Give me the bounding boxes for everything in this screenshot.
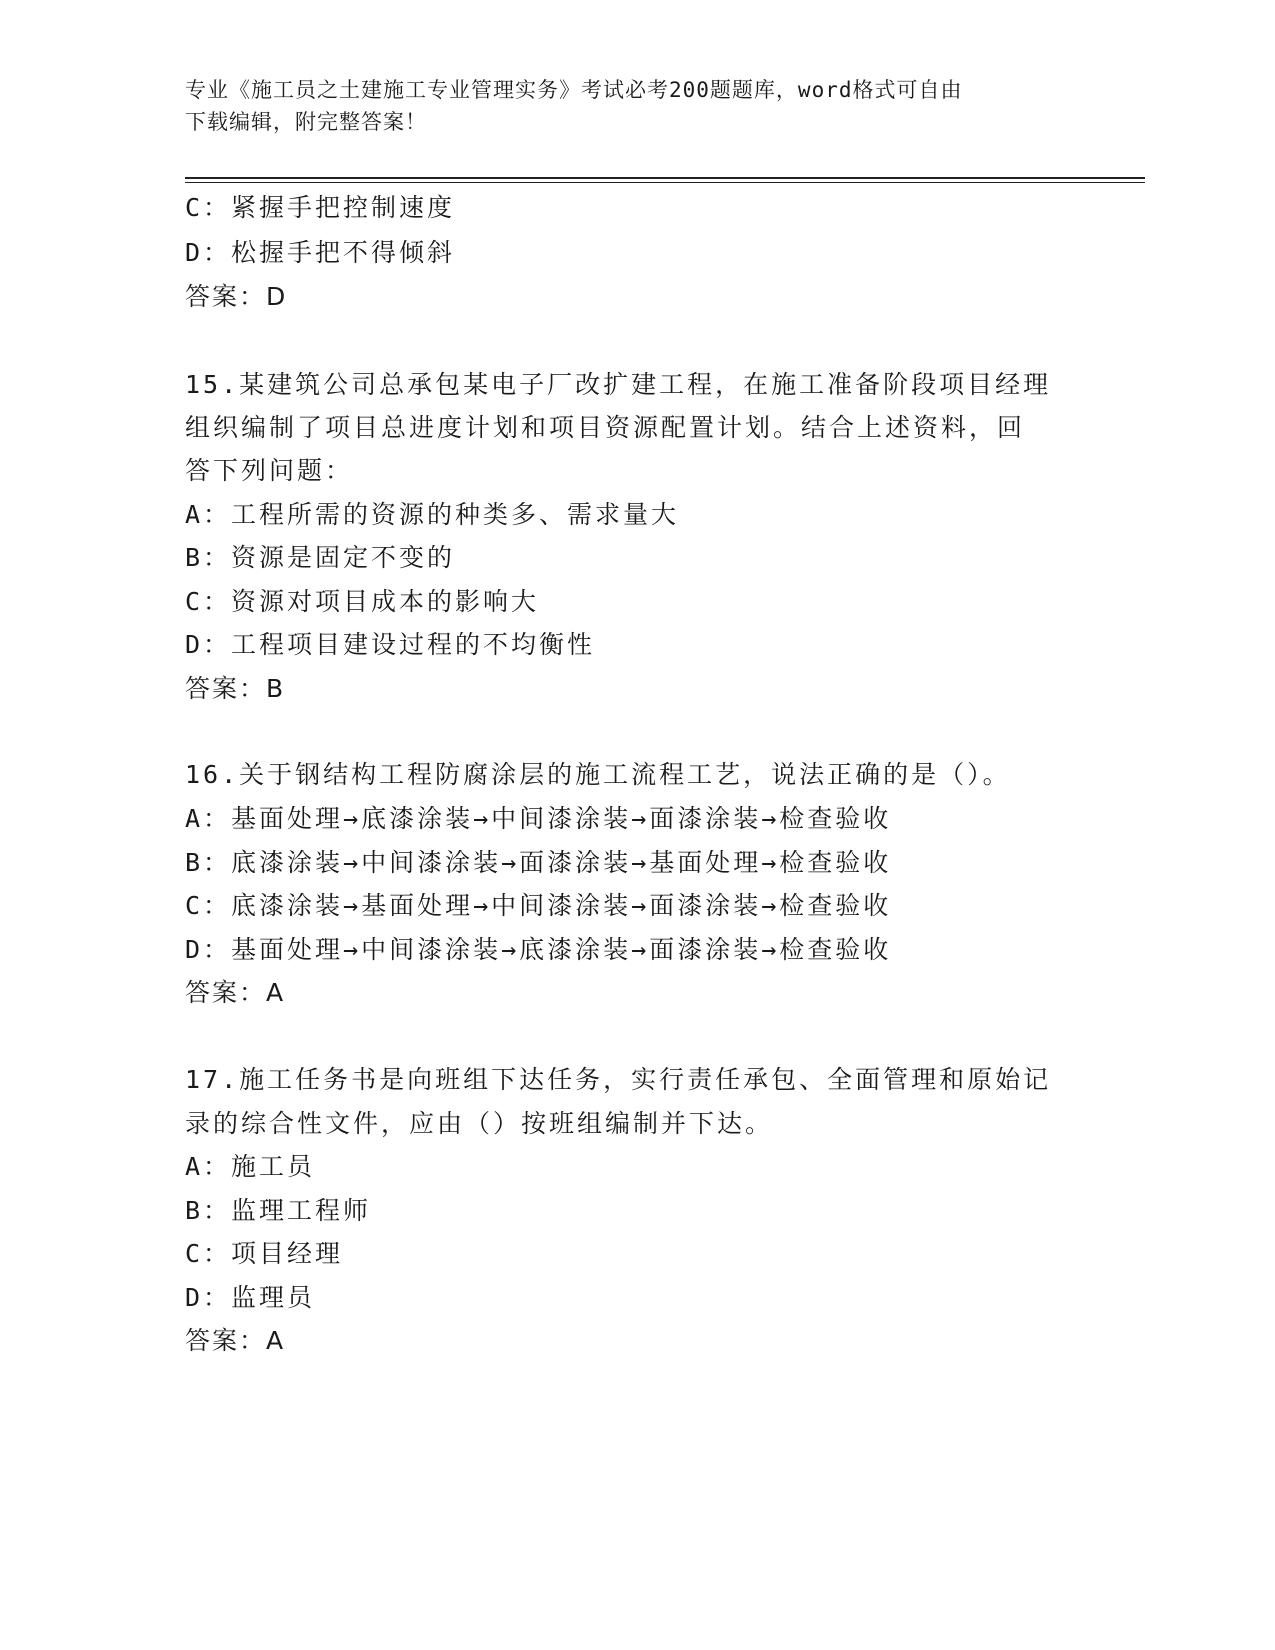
- question-16-answer: 答案：A: [185, 978, 286, 1007]
- header-divider-thin: [185, 182, 1145, 183]
- question-17-answer: 答案：A: [185, 1326, 286, 1355]
- question-15-option-b: B：资源是固定不变的: [185, 543, 456, 572]
- question-15-stem-line-2: 组织编制了项目总进度计划和项目资源配置计划。结合上述资料，回: [185, 413, 1026, 442]
- question-17-option-b: B：监理工程师: [185, 1196, 372, 1225]
- question-15-stem-line-1: 15.某建筑公司总承包某电子厂改扩建工程，在施工准备阶段项目经理: [185, 370, 1052, 399]
- header-line-1: 专业《施工员之土建施工专业管理实务》考试必考200题题库，word格式可自由: [185, 78, 963, 102]
- header-line-2: 下载编辑，附完整答案！: [185, 110, 427, 134]
- question-17-stem-line-1: 17.施工任务书是向班组下达任务，实行责任承包、全面管理和原始记: [185, 1065, 1052, 1094]
- question-16-option-c: C：底漆涂装→基面处理→中间漆涂装→面漆涂装→检查验收: [185, 891, 892, 920]
- question-15-option-d: D：工程项目建设过程的不均衡性: [185, 630, 596, 659]
- header-divider: [185, 177, 1145, 179]
- question-15-stem-line-3: 答下列问题：: [185, 456, 354, 485]
- question-17-option-a: A：施工员: [185, 1152, 316, 1181]
- question-16-option-a: A：基面处理→底漆涂装→中间漆涂装→面漆涂装→检查验收: [185, 804, 892, 833]
- option-d: D：松握手把不得倾斜: [185, 238, 456, 267]
- question-16-option-b: B：底漆涂装→中间漆涂装→面漆涂装→基面处理→检查验收: [185, 848, 892, 877]
- option-c: C：紧握手把控制速度: [185, 193, 456, 222]
- question-17-option-d: D：监理员: [185, 1283, 316, 1312]
- document-header: [185, 74, 1065, 138]
- question-15-option-c: C：资源对项目成本的影响大: [185, 587, 540, 616]
- question-17-option-c: C：项目经理: [185, 1239, 344, 1268]
- answer: 答案：D: [185, 282, 288, 311]
- question-17-stem-line-2: 录的综合性文件，应由（）按班组编制并下达。: [185, 1109, 774, 1138]
- question-15-answer: 答案：B: [185, 674, 286, 703]
- question-15-option-a: A：工程所需的资源的种类多、需求量大: [185, 500, 680, 529]
- question-16-stem-line-1: 16.关于钢结构工程防腐涂层的施工流程工艺，说法正确的是（）。: [185, 760, 1011, 789]
- question-16-option-d: D：基面处理→中间漆涂装→底漆涂装→面漆涂装→检查验收: [185, 935, 892, 964]
